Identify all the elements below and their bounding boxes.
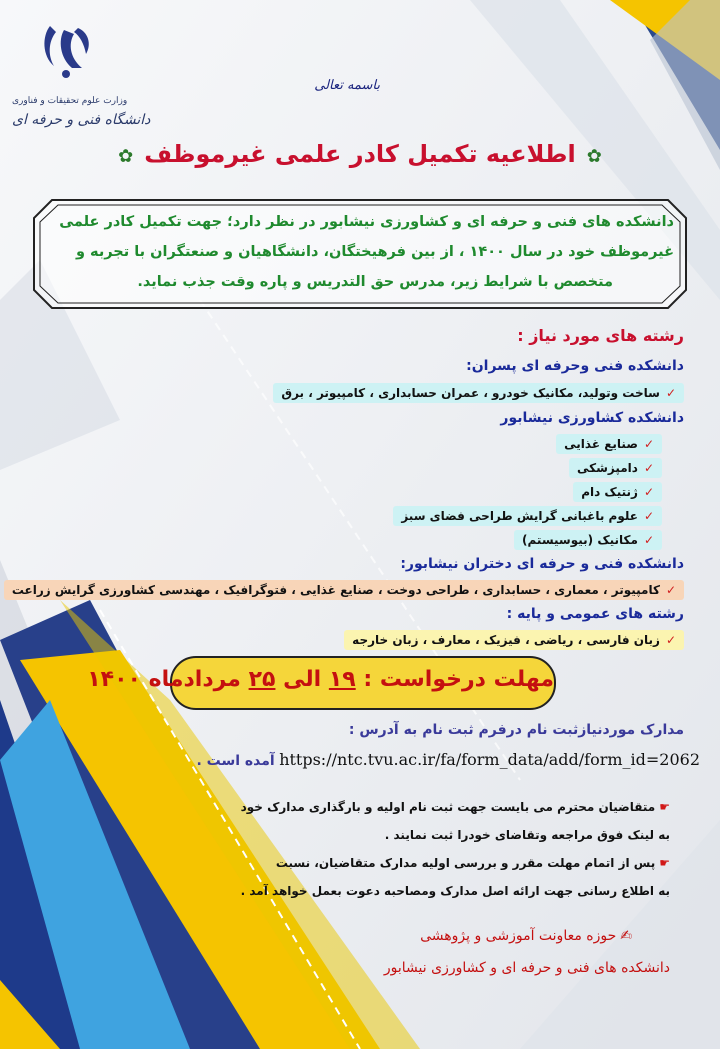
ornament-icon: ✿ xyxy=(586,146,602,167)
pointer-icon: ☛ xyxy=(659,800,670,814)
signature-line-2: دانشکده های فنی و حرفه ای و کشاورزی نیشابور xyxy=(383,960,670,976)
agri-college-title: دانشکده کشاورزی نیشابور xyxy=(500,410,684,426)
check-icon: ✓ xyxy=(643,485,654,499)
logo-university-text: دانشگاه فنی و حرفه ای xyxy=(12,112,151,128)
list-item: ✓ساخت وتولید، مکانیک خودرو ، عمران حسابداری ، کامپیوتر ، برق xyxy=(273,383,684,403)
boys-college-title: دانشکده فنی وحرفه ای پسران: xyxy=(466,358,684,374)
list-item: ✓کامپیوتر ، معماری ، حسابداری ، طراحی دوخت ، صنایع غذایی ، فتوگرافیک ، مهندسی کشاورزی گرایش زراعت xyxy=(4,580,684,600)
fields-heading: رشته های مورد نیاز : xyxy=(517,326,684,345)
general-fields-title: رشته های عمومی و پایه : xyxy=(506,606,684,622)
intro-line-2: غیرموظف خود در سال ۱۴۰۰ ، از بین فرهیختگان، دانشگاهیان و صنعتگران با تجربه و xyxy=(75,244,674,260)
note-2-line-2: به اطلاع رسانی جهت ارائه اصل مدارک ومصاحبه دعوت بعمل خواهد آمد . xyxy=(240,884,670,898)
university-logo xyxy=(38,22,94,80)
check-icon: ✓ xyxy=(665,386,676,400)
check-icon: ✓ xyxy=(665,633,676,647)
list-item: ✓ژنتیک دام xyxy=(573,482,662,502)
check-icon: ✓ xyxy=(643,437,654,451)
check-icon: ✓ xyxy=(643,461,654,475)
signature-line-1: ✍حوزه معاونت آموزشی و پژوهشی xyxy=(420,928,632,944)
note-1-line-2: به لینک فوق مراجعه وتقاضای خودرا ثبت نمایند . xyxy=(384,828,670,842)
registration-url[interactable]: https://ntc.tvu.ac.ir/fa/form_data/add/form_id=2062 xyxy=(279,750,700,769)
check-icon: ✓ xyxy=(643,533,654,547)
note-2-line-1: ☛پس از اتمام مهلت مقرر و بررسی اولیه مدارک متقاضیان، نسبت xyxy=(275,856,670,870)
basmala: باسمه تعالی xyxy=(314,78,380,93)
intro-line-1: دانشکده های فنی و حرفه ای و کشاورزی نیشابور در نظر دارد؛ جهت تکمیل کادر علمی xyxy=(59,214,674,230)
note-1-line-1: ☛متقاضیان محترم می بایست جهت ثبت نام اولیه و بارگذاری مدارک خود xyxy=(240,800,670,814)
logo-ministry-text: وزارت علوم تحقیقات و فناوری xyxy=(12,96,128,106)
intro-line-3: متخصص با شرایط زیر، مدرس حق التدریس و پاره وقت جذب نماید. xyxy=(137,274,613,290)
intro-box xyxy=(32,198,688,310)
girls-college-title: دانشکده فنی و حرفه ای دختران نیشابور: xyxy=(400,556,684,572)
pointer-icon: ☛ xyxy=(659,856,670,870)
list-item: ✓زبان فارسی ، ریاضی ، فیزیک ، معارف ، زبان خارجه xyxy=(344,630,684,650)
list-item: ✓صنایع غذایی xyxy=(556,434,662,454)
logo-icon xyxy=(38,22,94,80)
list-item: ✓علوم باغبانی گرایش طراحی فضای سبز xyxy=(393,506,662,526)
check-icon: ✓ xyxy=(643,509,654,523)
deadline-text: مهلت درخواست : ۱۹ الی ۲۵ مردادماه ۱۴۰۰ xyxy=(87,667,554,692)
registration-line: مدارک موردنیازثبت نام درفرم ثبت نام به آدرس : xyxy=(348,722,684,738)
pen-icon: ✍ xyxy=(620,928,632,944)
ornament-icon: ✿ xyxy=(118,146,134,167)
list-item: ✓مکانیک (بیوسیستم) xyxy=(514,530,662,550)
registration-url-row xyxy=(196,750,700,769)
list-item: ✓دامپزشکی xyxy=(569,458,662,478)
page-title-row xyxy=(100,140,620,168)
check-icon: ✓ xyxy=(665,583,676,597)
deadline-banner xyxy=(87,656,556,710)
page-title: اطلاعیه تکمیل کادر علمی غیرموظف xyxy=(144,140,576,168)
registration-after: آمده است . xyxy=(196,753,275,769)
